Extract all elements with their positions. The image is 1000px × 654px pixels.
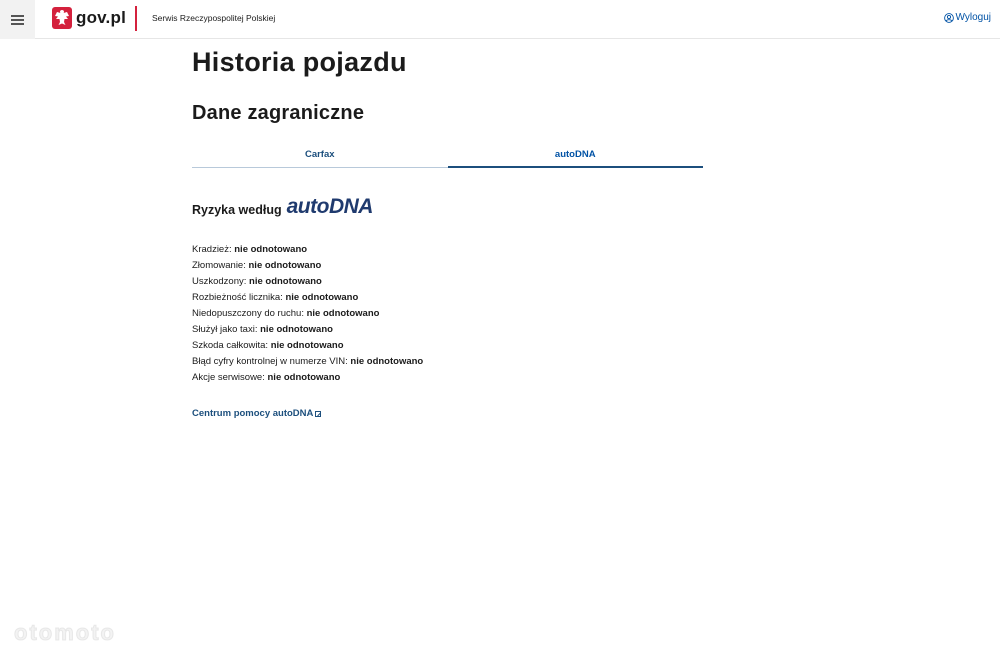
risk-item-taxi: Służył jako taxi: nie odnotowano [192, 324, 333, 335]
watermark: otomoto [14, 620, 116, 645]
logout-label: Wyloguj [955, 12, 991, 23]
risk-item-total-loss: Szkoda całkowita: nie odnotowano [192, 340, 344, 351]
logout-button[interactable] [944, 12, 991, 23]
logo-separator [135, 6, 137, 31]
tab-autodna[interactable]: autoDNA [448, 142, 704, 168]
autodna-logo: autoDNA [286, 195, 373, 218]
risk-heading [192, 196, 373, 218]
menu-button[interactable] [0, 0, 35, 39]
polish-eagle-icon [52, 7, 72, 29]
risk-item-service-campaigns: Akcje serwisowe: nie odnotowano [192, 372, 341, 383]
risk-list [192, 242, 423, 386]
external-link-icon [315, 411, 321, 417]
risk-item-damaged: Uszkodzony: nie odnotowano [192, 276, 322, 287]
service-name: Serwis Rzeczypospolitej Polskiej [152, 13, 276, 23]
risk-item-not-roadworthy: Niedopuszczony do ruchu: nie odnotowano [192, 308, 380, 319]
page-title: Historia pojazdu [192, 47, 407, 77]
risk-label: Ryzyka według [192, 203, 282, 217]
autodna-help-link[interactable]: Centrum pomocy autoDNA [192, 408, 321, 419]
risk-item-scrapped: Złomowanie: nie odnotowano [192, 260, 322, 271]
hamburger-icon [11, 15, 24, 25]
section-title: Dane zagraniczne [192, 102, 365, 124]
source-tabs [192, 142, 703, 168]
top-header [0, 0, 1000, 39]
gov-pl-logo[interactable] [52, 6, 126, 30]
risk-item-vin-check: Błąd cyfry kontrolnej w numerze VIN: nie odnotowano [192, 356, 424, 367]
risk-item-theft: Kradzież: nie odnotowano [192, 244, 308, 255]
risk-item-odometer: Rozbieżność licznika: nie odnotowano [192, 292, 359, 303]
user-icon [944, 13, 954, 23]
tab-carfax[interactable]: Carfax [192, 142, 448, 168]
logo-text: gov.pl [76, 8, 126, 27]
